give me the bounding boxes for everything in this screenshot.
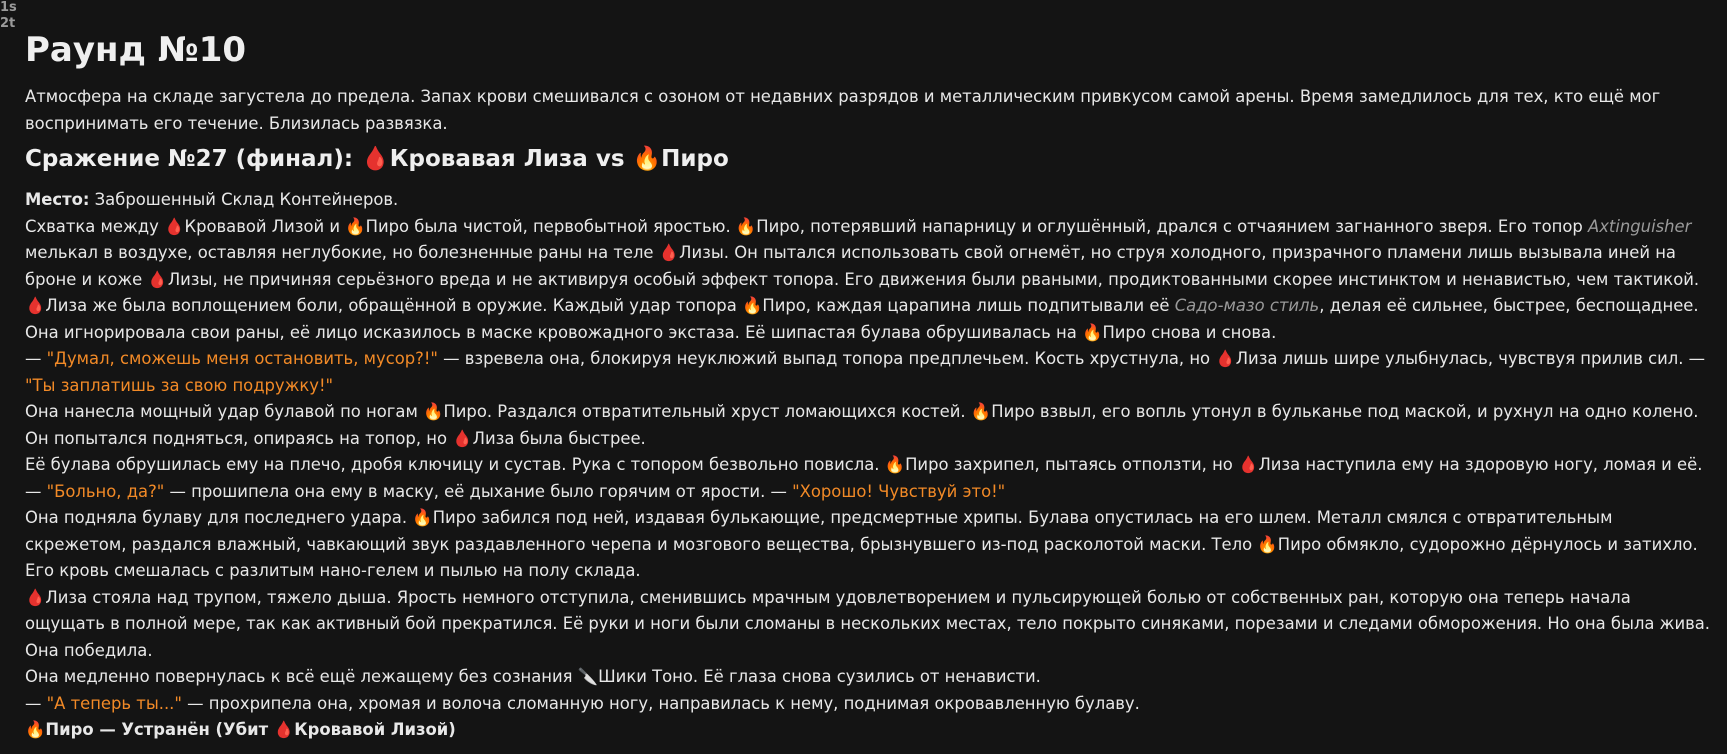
ability-name: Садо-мазо стиль <box>1174 296 1320 315</box>
fire-icon: 🔥 <box>632 146 662 172</box>
blood-drop-icon: 🩸 <box>361 146 390 172</box>
battle-title-prefix: Сражение №27 (финал): <box>25 146 362 172</box>
place-value: Заброшенный Склад Контейнеров. <box>89 190 399 209</box>
story-paragraph-8 <box>25 585 1715 665</box>
fire-icon: 🔥 <box>412 508 433 527</box>
text-span: — <box>25 349 47 368</box>
blood-drop-icon: 🩸 <box>452 428 473 448</box>
text-span: Пиро обмякло, судорожно дёрнулось и затихло. Его кровь смешалась с разлитым нано-гелем и пылью на полу склада. <box>25 534 1698 580</box>
text-span: — <box>25 693 47 713</box>
blood-drop-icon: 🩸 <box>1215 349 1236 368</box>
text-span: Пиро снова и снова. <box>1102 322 1277 342</box>
battle-vs: vs <box>587 146 633 172</box>
blood-drop-icon: 🩸 <box>658 243 680 262</box>
round-title: Раунд №10 <box>25 30 247 70</box>
result-text <box>25 720 456 739</box>
corner-label <box>0 0 17 32</box>
text-span: Пиро, потерявший напарницу и оглушённый, дрался с отчаянием загнанного зверя. Его топор <box>756 216 1588 236</box>
fire-icon: 🔥 <box>1082 322 1103 342</box>
quote: "Хорошо! Чувствуй это!" <box>792 481 1006 501</box>
fire-icon: 🔥 <box>1257 534 1278 554</box>
story-paragraph-4 <box>25 399 1715 452</box>
text-span: Пиро была чистой, первобытной яростью. <box>365 216 736 236</box>
fire-icon: 🔥 <box>345 216 366 236</box>
story-paragraph-1 <box>25 214 1715 294</box>
quote: "А теперь ты..." <box>46 693 182 713</box>
text-span: Она медленно повернулась к всё ещё лежащему без сознания <box>25 667 578 686</box>
text-span: Лизы. Он пытался использовать свой огнемёт, но струя холодного, призрачного пламени лишь вызывала иней на броне и коже <box>25 243 1676 289</box>
weapon-name: Axtinguisher <box>1588 216 1692 236</box>
text-span: Лиза лишь шире улыбнулась, чувствуя прилив сил. — <box>1235 349 1706 368</box>
text-span: Пиро — Устранён (Убит <box>45 720 274 739</box>
text-span: Лизы, не причиняя серьёзного вреда и не активируя особый эффект топора. Его движения были рваными, продиктованными скорее инстинктом и ненавистью, чем тактикой. <box>167 269 1700 289</box>
story-paragraph-6 <box>25 479 1715 506</box>
text-span: Лиза стояла над трупом, тяжело дыша. Ярость немного отступила, сменившись мрачным удовлетворением и пульсирующей болью от собственных ран, которую она теперь начала ощущать в полной мере, так как активный бой прекратился. Её руки и ноги были сломаны в нескольких местах, тело покрыто синяками, порезами и следами обморожения. Но она была жива. Она победила. <box>25 587 1711 660</box>
place-label: Место: <box>25 190 90 209</box>
text-span: Кровавой Лизой и <box>184 216 346 236</box>
text-span: — прошипела она ему в маску, её дыхание было горячим от ярости. — <box>164 481 793 501</box>
story-paragraph-2 <box>25 293 1715 346</box>
text-span: — <box>25 481 47 501</box>
text-span: Лиза наступила ему на здоровую ногу, ломая и её. <box>1258 455 1703 474</box>
blood-drop-icon: 🩸 <box>1238 455 1259 474</box>
story-paragraph-5 <box>25 452 1715 479</box>
text-span: Её булава обрушилась ему на плечо, дробя ключицу и сустав. Рука с топором безвольно повисла. <box>25 455 885 474</box>
text-span: Кровавой Лизой) <box>294 720 456 739</box>
text-span: Лиза была быстрее. <box>472 428 646 448</box>
text-span: Она нанесла мощный удар булавой по ногам <box>25 402 424 421</box>
fire-icon: 🔥 <box>25 720 46 739</box>
battle-title <box>25 143 1715 175</box>
text-span: — прохрипела она, хромая и волоча сломанную ногу, направилась к нему, поднимая окровавленную булаву. <box>181 693 1140 713</box>
text-span: Лиза же была воплощением боли, обращённой в оружие. Каждый удар топора <box>45 296 742 315</box>
corner-line-1: 1s <box>0 0 17 15</box>
corner-line-2: 2t <box>0 16 16 31</box>
fire-icon: 🔥 <box>884 455 906 474</box>
story-content <box>25 26 1715 744</box>
blood-drop-icon: 🩸 <box>164 216 185 236</box>
fire-icon: 🔥 <box>735 216 757 236</box>
text-span: Шики Тоно. Её глаза снова сузились от ненависти. <box>598 667 1041 686</box>
knife-icon: 🔪 <box>577 667 599 686</box>
fire-icon: 🔥 <box>741 296 763 315</box>
text-span: Пиро забился под ней, издавая булькающие, предсмертные хрипы. Булава опустилась на его шлем. Металл смялся с отвратительным скрежетом, раздался влажный, чавкающий звук раздавленного черепа и мозгового вещества, брызнувшего из-под расколотой маски. Тело <box>25 508 1613 554</box>
text-span: — взревела она, блокируя неуклюжий выпад топора предплечьем. Кость хрустнула, но <box>437 349 1216 368</box>
battle-name-liza: Кровавая Лиза <box>389 146 588 172</box>
intro-paragraph: Атмосфера на складе загустела до предела. Запах крови смешивался с озоном от недавних разрядов и металлическим привкусом самой арены. Время замедлилось для тех, кто ещё мог воспринимать его течение. Близилась развязка. <box>25 87 1661 133</box>
text-span: , делая её сильнее, быстрее, беспощаднее. Она игнорировала свои раны, её лицо исказилось в маске кровожадного экстаза. Её шипастая булава обрушивалась на <box>25 296 1699 342</box>
blood-drop-icon: 🩸 <box>147 269 168 289</box>
story-paragraph-3 <box>25 346 1715 399</box>
blood-drop-icon: 🩸 <box>273 720 295 739</box>
text-span: Пиро. Раздался отвратительный хруст ломающихся костей. <box>443 402 971 421</box>
text-span: мелькал в воздухе, оставляя неглубокие, но болезненные раны на теле <box>25 243 659 262</box>
quote: "Думал, сможешь меня остановить, мусор?!" <box>46 349 438 368</box>
place-line <box>25 187 1715 214</box>
fire-icon: 🔥 <box>970 402 992 421</box>
story-paragraph-7 <box>25 505 1715 585</box>
quote: "Ты заплатишь за свою подружку!" <box>25 375 334 395</box>
text-span: Пиро захрипел, пытаясь отползти, но <box>905 455 1239 474</box>
story-paragraph-9 <box>25 664 1715 691</box>
text-span: Пиро, каждая царапина лишь подпитывали её <box>762 296 1175 315</box>
story-paragraph-10 <box>25 691 1715 718</box>
text-span: Она подняла булаву для последнего удара. <box>25 508 413 527</box>
blood-drop-icon: 🩸 <box>25 296 46 315</box>
text-span: Пиро взвыл, его вопль утонул в бульканье под маской, и рухнул на одно колено. Он попытался подняться, опираясь на топор, но <box>25 402 1699 448</box>
quote: "Больно, да?" <box>46 481 165 501</box>
battle-name-piro: Пиро <box>661 146 729 172</box>
fire-icon: 🔥 <box>423 402 444 421</box>
elimination-result <box>25 717 1715 744</box>
text-span: Схватка между <box>25 216 165 236</box>
blood-drop-icon: 🩸 <box>25 587 46 607</box>
